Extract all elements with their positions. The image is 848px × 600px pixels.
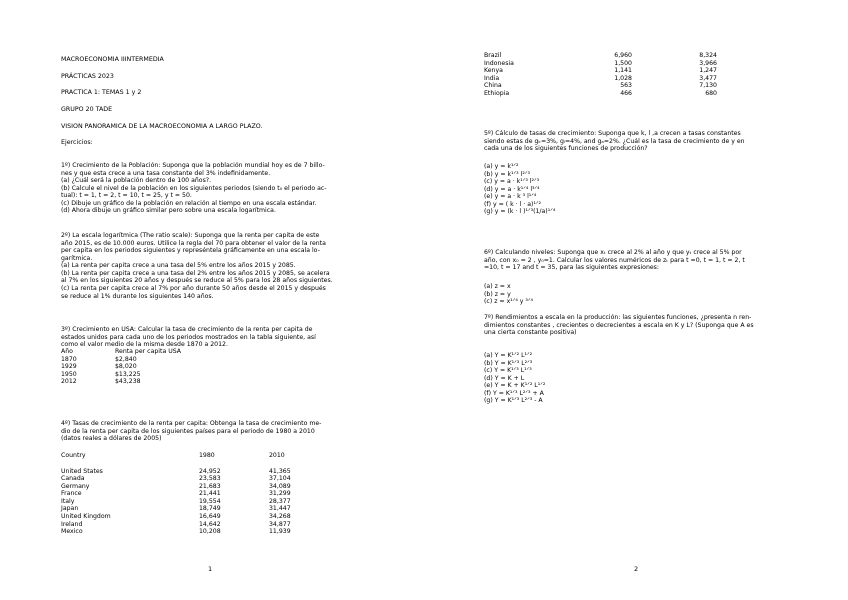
- exercise-line: tual): t = 1, t = 2, t = 10, t = 25, y t = 50.: [61, 192, 192, 200]
- exercise-1: [61, 162, 327, 215]
- exercise-line: (b) La renta per capita crece a una tasa del 2% entre los años 2015 y 2085, se acelera: [61, 269, 330, 277]
- option-item: (g) y = (k · l )¹ᐟ³(1/a)¹ᐟ⁴: [484, 208, 556, 216]
- exercise-line: (b) Calcule el nivel de la población en los siguientes periodos (siendo t₀ el periodo ac-: [61, 184, 327, 192]
- option-item: (a) Y = K¹ᐟ² L¹ᐟ²: [484, 352, 533, 359]
- country-name: Indonesia: [484, 59, 514, 67]
- course-title: MACROECONOMIA IIINTERMEDIA: [61, 56, 164, 63]
- value-2010: 31,447: [269, 505, 291, 513]
- country-name: Germany: [61, 482, 90, 490]
- value-1980: 14,642: [199, 520, 221, 528]
- exercise-line: año, con x₀ = 2 , y₀=1. Calcular los valores numéricos de zₜ para t =0, t = 1, t = 2, t: [484, 256, 745, 264]
- table-cell: 1870: [61, 355, 77, 363]
- exercise-line: 3º) Crecimiento en USA: Calcular la tasa de crecimiento de la renta per capita de: [61, 326, 313, 333]
- option-item: (c) Y = K¹ᐟ³ L¹ᐟ³: [484, 367, 532, 375]
- value-2010: 34,268: [269, 512, 291, 520]
- exercise-line: 5º) Cálculo de tasas de crecimiento: Suponga que k, l ,a crecen a tasas constantes: [484, 130, 741, 137]
- value-1980: 1,141: [614, 67, 632, 75]
- value-1980: 1,028: [614, 74, 632, 82]
- value-1980: 24,952: [199, 467, 221, 475]
- table-row: [61, 371, 181, 379]
- exercise-line: siendo estas de gₖ=3%, gₗ=4%, and gₐ=2%. ¿Cuál es la tasa de crecimiento de y en: [484, 137, 745, 145]
- group-label: GRUPO 20 TADE: [61, 106, 113, 114]
- option-item: (f) y = ( k · l · a)¹ᐟ²: [484, 200, 542, 208]
- exercise-line: como el valor medio de la misma desde 1870 a 2012.: [61, 341, 228, 349]
- value-1980: 23,583: [199, 475, 221, 483]
- option-item: (b) Y = K¹ᐟ³ L²ᐟ³: [484, 359, 533, 367]
- option-item: (e) y = a · k ³ l¹ᐟ⁴: [484, 193, 537, 201]
- table-row: [61, 505, 319, 513]
- value-1980: 6,960: [614, 52, 632, 59]
- value-1980: 10,208: [199, 528, 221, 536]
- value-1980: 21,441: [199, 490, 221, 498]
- value-1980: 21,683: [199, 482, 221, 490]
- table-row: [61, 468, 319, 476]
- table-header: 1980: [199, 452, 215, 459]
- value-2010: 31,299: [269, 490, 291, 498]
- value-2010: 8,324: [699, 52, 717, 59]
- table-row: [484, 60, 717, 68]
- exercise-line: garítmica.: [61, 254, 93, 262]
- country-name: China: [484, 82, 502, 90]
- value-1980: 466: [620, 89, 632, 97]
- table-row: [61, 498, 319, 506]
- practices-year: PRÁCTICAS 2023: [61, 72, 114, 80]
- country-name: Canada: [61, 475, 85, 483]
- country-name: France: [61, 490, 82, 498]
- country-name: India: [484, 74, 500, 82]
- table-cell: $2,840: [115, 355, 137, 363]
- value-2010: 3,477: [699, 74, 717, 82]
- table-row: [61, 490, 319, 498]
- country-name: United States: [61, 467, 103, 475]
- country-name: Kenya: [484, 67, 503, 75]
- table-cell: $13,225: [115, 370, 141, 378]
- exercise-line: año 2015, es de 10.000 euros. Utilice la regla del 70 para obtener el valor de la renta: [61, 239, 326, 247]
- exercise-6: [484, 249, 745, 272]
- page-number: 2: [634, 565, 639, 573]
- table-header: Año: [61, 348, 73, 355]
- practice-title: PRACTICA 1: TEMAS 1 y 2: [61, 89, 142, 97]
- exercise-line: (a) ¿Cuál será la población dentro de 100 años?.: [61, 177, 212, 185]
- value-2010: 11,939: [269, 528, 291, 536]
- exercise-line: nes y que esta crece a una tasa constante del 3% indefinidamente.: [61, 169, 271, 177]
- option-item: (b) y = k¹ᐟ³ l²ᐟ³: [484, 170, 530, 178]
- value-2010: 1,247: [699, 67, 717, 75]
- country-name: Japan: [61, 505, 79, 513]
- option-item: (g) Y = K¹ᐟ³ L²ᐟ³ - A: [484, 397, 543, 405]
- usa-income-table: [61, 348, 181, 386]
- table-header-row: [61, 452, 319, 460]
- exercise-5-options: [484, 163, 555, 216]
- option-item: (c) z = x¹ᐟ⁴ y ³ᐟ⁴: [484, 298, 533, 306]
- value-2010: 34,089: [269, 482, 291, 490]
- exercise-line: (c) Dibuje un gráfico de la población en relación al tiempo en una escala estándar.: [61, 199, 317, 207]
- option-item: (b) z = y: [484, 290, 511, 298]
- option-item: (c) y = a · k¹ᐟ³ l²ᐟ³: [484, 178, 540, 186]
- exercise-line: 6º) Calculando niveles: Suponga que xₜ crece al 2% al año y que yₜ crece al 5% por: [484, 249, 742, 256]
- exercise-line: cada una de los siguientes funciones de producción?: [484, 145, 648, 153]
- section-title: VISION PANORAMICA DE LA MACROECONOMIA A LARGO PLAZO.: [61, 122, 263, 130]
- exercise-line: dimientos constantes , crecientes o decrecientes a escala en K y L? (Suponga que A es: [484, 321, 754, 329]
- table-header: Country: [61, 452, 86, 459]
- option-item: (e) Y = K + K¹ᐟ² L¹ᐟ²: [484, 382, 546, 390]
- exercise-line: se reduce al 1% durante los siguientes 140 años.: [61, 292, 214, 300]
- exercise-7: [484, 314, 754, 337]
- page-number: 1: [208, 565, 213, 573]
- table-cell: $43,238: [115, 378, 141, 386]
- table-row: [61, 483, 319, 491]
- table-row: [484, 90, 717, 98]
- exercise-line: dio de la renta per capita de los siguientes países para el periodo de 1980 a 2010: [61, 427, 315, 435]
- exercise-6-options: [484, 283, 533, 306]
- table-row: [61, 378, 181, 386]
- table-header: 2010: [269, 452, 285, 459]
- exercise-line: 1º) Crecimiento de la Población: Suponga que la población mundial hoy es de 7 billo-: [61, 162, 325, 169]
- document-header: [61, 56, 262, 156]
- exercise-line: (c) La renta per capita crece al 7% por año durante 50 años desde el 2015 y después: [61, 284, 326, 292]
- exercise-line: (a) La renta per capita crece a una tasa del 5% entre los años 2015 y 2085.: [61, 262, 296, 270]
- country-name: Brazil: [484, 52, 502, 59]
- exercise-line: 7º) Rendimientos a escala en la producción: las siguientes funciones, ¿presenta n ren-: [484, 314, 752, 321]
- exercise-5: [484, 130, 745, 153]
- table-row: [61, 363, 181, 371]
- option-item: (d) Y = K + L: [484, 374, 525, 382]
- table-row: [61, 475, 319, 483]
- table-row: [61, 528, 319, 536]
- exercise-line: (datos reales a dólares de 2005): [61, 435, 162, 443]
- exercise-line: 2º) La escala logarítmica (The ratio scale): Suponga que la renta per capita de este: [61, 232, 320, 239]
- value-1980: 563: [620, 82, 632, 90]
- exercise-4: [61, 420, 321, 443]
- country-name: United Kingdom: [61, 512, 111, 520]
- table-cell: 1950: [61, 370, 77, 378]
- exercise-line: =10, t = 17 and t = 35, para las siguientes expresiones:: [484, 264, 659, 272]
- table-row: [61, 521, 319, 529]
- country-name: Ethiopia: [484, 89, 510, 97]
- option-item: (d) y = a · k¹ᐟ⁴ l³ᐟ⁴: [484, 185, 540, 193]
- table-row: [484, 52, 717, 60]
- country-name: Ireland: [61, 520, 83, 528]
- exercise-line: estados unidos para cada uno de los periodos mostrados en la tabla siguiente, así: [61, 333, 316, 341]
- option-item: (a) y = k¹ᐟ²: [484, 163, 519, 170]
- exercise-line: una cierta constante positiva): [484, 329, 577, 337]
- exercise-line: (d) Ahora dibuje un gráfico similar pero sobre una escala logarítmica.: [61, 207, 276, 215]
- table-row: [61, 356, 181, 364]
- country-income-table-continued: [484, 52, 717, 97]
- exercise-line: al 7% en los siguientes 20 años y después se reduce al 5% para los 28 años siguientes.: [61, 277, 333, 285]
- value-1980: 16,649: [199, 512, 221, 520]
- country-name: Mexico: [61, 528, 83, 536]
- table-cell: $8,020: [115, 363, 137, 371]
- exercise-2: [61, 232, 333, 300]
- table-row: [61, 513, 319, 521]
- exercise-7-options: [484, 352, 545, 405]
- value-2010: 7,130: [699, 82, 717, 90]
- option-item: (a) z = x: [484, 283, 511, 290]
- value-1980: 1,500: [614, 59, 632, 67]
- value-1980: 19,554: [199, 497, 221, 505]
- exercise-line: 4º) Tasas de crecimiento de la renta per capita: Obtenga la tasa de crecimiento me-: [61, 420, 322, 427]
- value-2010: 41,365: [269, 467, 291, 475]
- table-row: [484, 67, 717, 75]
- value-2010: 34,877: [269, 520, 291, 528]
- table-row: [484, 75, 717, 83]
- table-cell: 1929: [61, 363, 77, 371]
- exercises-label: Ejercicios:: [61, 139, 93, 147]
- value-2010: 680: [705, 89, 717, 97]
- value-2010: 37,104: [269, 475, 291, 483]
- exercise-line: per capita en los periodos siguientes y represéntela gráficamente en una escala lo-: [61, 247, 320, 255]
- page-2: [424, 0, 848, 600]
- table-header-row: [61, 348, 181, 356]
- value-2010: 28,377: [269, 497, 291, 505]
- value-2010: 3,966: [699, 59, 717, 67]
- exercise-3: [61, 326, 316, 349]
- table-row: [484, 82, 717, 90]
- value-1980: 18,749: [199, 505, 221, 513]
- country-name: Italy: [61, 497, 75, 505]
- table-header: Renta per capita USA: [115, 348, 182, 355]
- table-cell: 2012: [61, 378, 77, 386]
- option-item: (f) Y = K¹ᐟ³ L²ᐟ³ + A: [484, 389, 544, 397]
- country-income-table: [61, 452, 319, 536]
